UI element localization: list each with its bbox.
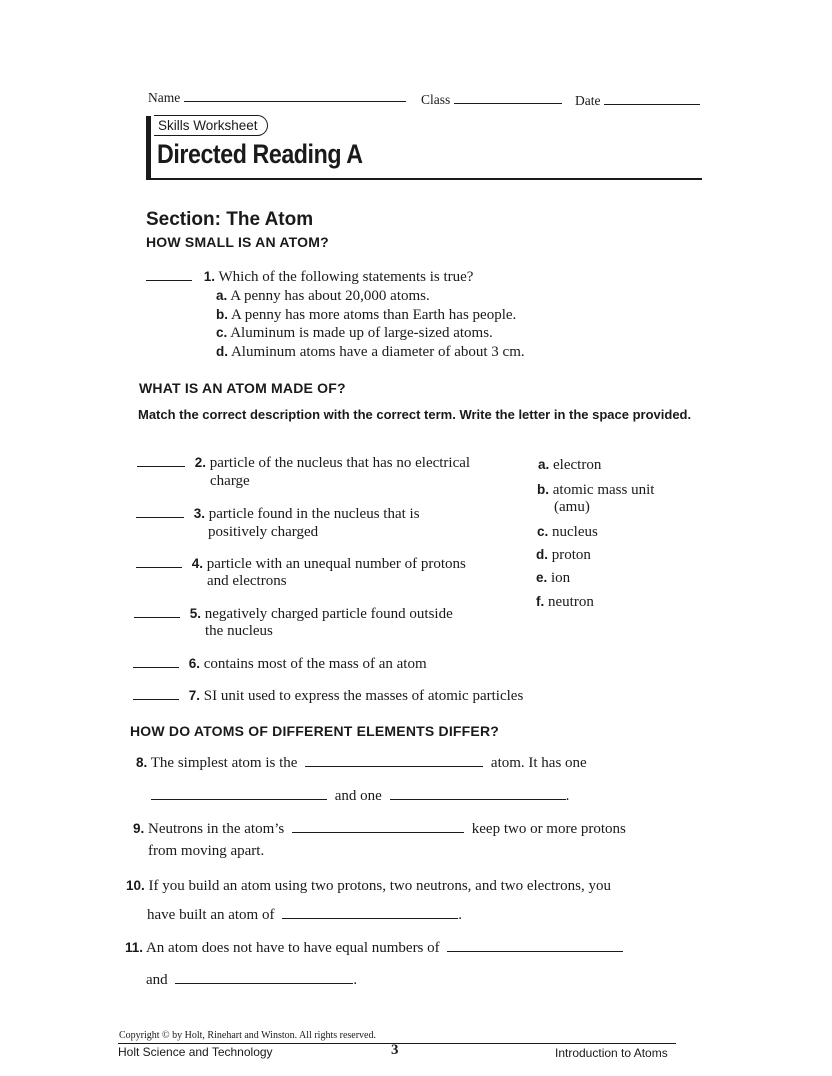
term-text: ion	[551, 570, 571, 586]
match-item-4	[136, 555, 526, 573]
question-number: 11.	[125, 940, 144, 955]
option-text: A penny has about 20,000 atoms.	[230, 288, 430, 304]
answer-blank-4[interactable]	[136, 557, 182, 568]
question-number: 9.	[133, 821, 145, 836]
question-text: The simplest atom is the	[150, 755, 298, 771]
term-letter: b.	[537, 482, 549, 497]
question-9-line2: from moving apart.	[148, 843, 265, 859]
item-text: negatively charged particle found outside	[204, 606, 453, 622]
match-item-3-cont: positively charged	[208, 524, 319, 540]
term-text: atomic mass unit	[552, 482, 655, 498]
question-11-line2	[146, 971, 446, 989]
item-text: contains most of the mass of an atom	[203, 656, 427, 672]
item-text: particle with an unequal number of protons	[206, 556, 466, 572]
section-title: Section: The Atom	[146, 209, 314, 230]
fill-blank-11a[interactable]	[447, 941, 623, 952]
option-text: Aluminum atoms have a diameter of about 3 cm.	[230, 344, 525, 360]
item-text: SI unit used to express the masses of atomic particles	[203, 688, 524, 704]
fill-blank-8c[interactable]	[390, 789, 566, 800]
term-a	[538, 456, 601, 474]
class-label: Class	[421, 92, 451, 107]
match-item-3	[136, 505, 526, 523]
option-c	[216, 324, 493, 342]
match-instructions: Match the correct description with the correct term. Write the letter in the space provided.	[138, 407, 692, 422]
heading-how-small: HOW SMALL IS AN ATOM?	[146, 234, 329, 250]
question-text-cont: atom. It has one	[490, 755, 587, 771]
term-letter: e.	[536, 570, 548, 585]
fill-blank-10[interactable]	[282, 908, 458, 919]
fill-blank-11b[interactable]	[175, 973, 353, 984]
question-9	[133, 820, 693, 838]
question-number: 1.	[203, 269, 216, 284]
item-text: particle found in the nucleus that is	[208, 506, 420, 522]
footer-right: Introduction to Atoms	[555, 1046, 668, 1060]
page-title: Directed Reading A	[157, 139, 363, 169]
fill-blank-8a[interactable]	[305, 756, 483, 767]
badge-text: Skills Worksheet	[158, 118, 258, 133]
term-b-cont: (amu)	[554, 499, 590, 515]
item-number: 2.	[194, 455, 207, 470]
question-8	[136, 754, 696, 772]
title-underline	[146, 178, 702, 180]
name-field[interactable]	[148, 90, 413, 106]
question-text-cont: and	[146, 972, 168, 988]
match-item-5	[134, 605, 524, 623]
item-number: 4.	[191, 556, 204, 571]
option-text: Aluminum is made up of large-sized atoms.	[230, 325, 493, 341]
item-number: 5.	[189, 606, 202, 621]
option-letter: b.	[216, 307, 228, 322]
term-f	[536, 593, 594, 611]
option-b	[216, 306, 516, 324]
term-text: neutron	[548, 594, 594, 610]
question-text: An atom does not have to have equal numbers of	[145, 940, 440, 956]
skills-worksheet-badge	[154, 115, 268, 136]
term-letter: c.	[537, 524, 549, 539]
question-text: Neutrons in the atom’s	[148, 821, 285, 837]
heading-differ: HOW DO ATOMS OF DIFFERENT ELEMENTS DIFFER?	[130, 723, 500, 739]
period: .	[353, 972, 358, 988]
answer-blank-2[interactable]	[137, 456, 185, 467]
period: .	[458, 907, 462, 923]
question-text-cont: and one	[334, 788, 382, 804]
question-number: 10.	[126, 878, 145, 893]
fill-blank-9[interactable]	[292, 822, 464, 833]
match-item-2-cont: charge	[210, 473, 250, 489]
answer-blank-3[interactable]	[136, 507, 184, 518]
date-field[interactable]	[575, 93, 710, 109]
question-11	[125, 939, 685, 957]
option-text: A penny has more atoms than Earth has people.	[230, 307, 517, 323]
term-b	[537, 481, 654, 499]
date-label: Date	[575, 93, 601, 108]
period: .	[565, 788, 570, 804]
match-item-6	[133, 655, 533, 673]
term-letter: f.	[536, 594, 545, 609]
heading-made-of: WHAT IS AN ATOM MADE OF?	[139, 380, 346, 396]
item-number: 3.	[193, 506, 206, 521]
answer-blank-6[interactable]	[133, 657, 179, 668]
option-letter: a.	[216, 288, 228, 303]
fill-blank-8b[interactable]	[151, 789, 327, 800]
term-c	[537, 523, 598, 541]
option-letter: c.	[216, 325, 228, 340]
answer-blank-7[interactable]	[133, 689, 179, 700]
option-d	[216, 343, 525, 361]
copyright: Copyright © by Holt, Rinehart and Winston. All rights reserved.	[119, 1030, 376, 1041]
question-number: 8.	[136, 755, 148, 770]
question-8-line2	[151, 787, 611, 805]
question-10	[126, 877, 696, 895]
class-field[interactable]	[421, 92, 571, 108]
term-e	[536, 569, 570, 587]
footer-left: Holt Science and Technology	[118, 1045, 273, 1059]
match-item-7	[133, 687, 593, 705]
item-number: 6.	[188, 656, 201, 671]
title-left-bar	[146, 116, 151, 179]
question-1	[146, 268, 706, 286]
question-text: If you build an atom using two protons, two neutrons, and two electrons, you	[148, 878, 611, 894]
item-number: 7.	[188, 688, 201, 703]
match-item-4-cont: and electrons	[207, 573, 287, 589]
question-10-line2	[147, 906, 547, 924]
answer-blank-5[interactable]	[134, 607, 180, 618]
question-text-cont: keep two or more protons	[471, 821, 626, 837]
item-text: particle of the nucleus that has no electrical	[209, 455, 471, 471]
page-number: 3	[391, 1042, 399, 1058]
term-text: electron	[553, 457, 602, 473]
question-text-cont: have built an atom of	[147, 907, 275, 923]
question-text: Which of the following statements is true?	[218, 269, 474, 285]
term-d	[536, 546, 591, 564]
match-item-2	[137, 454, 527, 472]
term-text: proton	[551, 547, 591, 563]
term-letter: a.	[538, 457, 550, 472]
option-a	[216, 287, 430, 305]
term-letter: d.	[536, 547, 548, 562]
answer-blank-1[interactable]	[146, 270, 192, 281]
option-letter: d.	[216, 344, 228, 359]
match-item-5-cont: the nucleus	[205, 623, 273, 639]
name-label: Name	[148, 90, 181, 105]
term-text: nucleus	[552, 524, 598, 540]
